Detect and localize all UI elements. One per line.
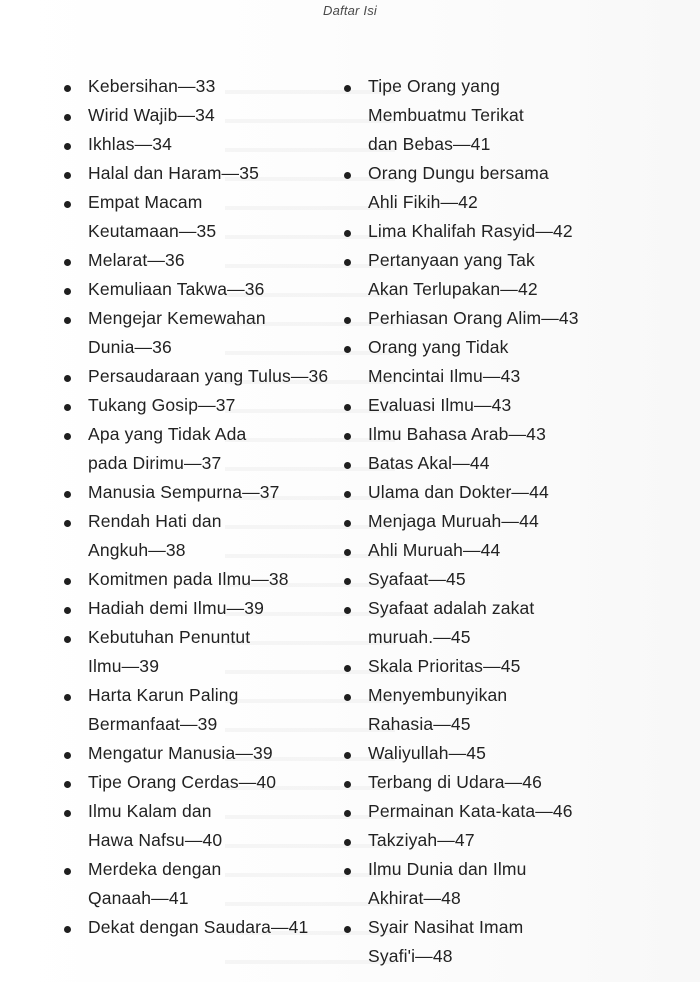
toc-entry-text: Batas Akal—44 [368,453,490,473]
toc-entry [64,72,338,101]
toc-entry-text: Wirid Wajib—34 [88,105,215,125]
toc-entry-text: Mengatur Manusia—39 [88,743,273,763]
bullet-icon [344,462,351,469]
toc-entry [344,246,558,304]
bullet-icon [344,85,351,92]
toc-entry [64,913,338,942]
toc-entry [64,304,288,362]
toc-entry-text: Merdeka dengan Qanaah—41 [88,859,222,908]
toc-entry-text: Mengejar Kemewahan Dunia—36 [88,308,266,357]
toc-entry-text: Ahli Muruah—44 [368,540,501,560]
toc-entry-text: Empat Macam Keutamaan—35 [88,192,217,241]
toc-entry [64,623,278,681]
toc-entry [344,681,528,739]
bullet-icon [64,114,71,121]
bullet-icon [344,346,351,353]
bullet-icon [64,810,71,817]
toc-entry [344,333,558,391]
toc-entry-text: Harta Karun Paling Bermanfaat—39 [88,685,239,734]
toc-entry-text: Persaudaraan yang Tulus—36 [88,366,329,386]
toc-entry-text: Dekat dengan Saudara—41 [88,917,309,937]
toc-entry-text: Kemuliaan Takwa—36 [88,279,265,299]
toc-entry [344,797,618,826]
bullet-icon [344,578,351,585]
toc-entry-text: Lima Khalifah Rasyid—42 [368,221,573,241]
toc-entry-text: Hadiah demi Ilmu—39 [88,598,264,618]
toc-entry-text: Melarat—36 [88,250,185,270]
toc-entry-text: Syafaat—45 [368,569,466,589]
toc-entry [344,159,558,217]
bullet-icon [64,85,71,92]
toc-entry [344,217,618,246]
bullet-icon [64,926,71,933]
bullet-icon [344,259,351,266]
toc-entry-text: Menyembunyikan Rahasia—45 [368,685,508,734]
toc-entry [344,536,618,565]
toc-entry-text: Tipe Orang Cerdas—40 [88,772,277,792]
toc-entry-text: Terbang di Udara—46 [368,772,543,792]
toc-entry [64,797,248,855]
toc-entry-text: Evaluasi Ilmu—43 [368,395,512,415]
toc-entry [64,159,338,188]
bullet-icon [64,404,71,411]
toc-entry [344,826,618,855]
toc-entry [64,478,338,507]
toc-entry-text: Ilmu Kalam dan Hawa Nafsu—40 [88,801,223,850]
bullet-icon [64,636,71,643]
toc-entry [64,768,338,797]
toc-entry [64,246,338,275]
toc-entry-text: Menjaga Muruah—44 [368,511,539,531]
toc-entry-text: Rendah Hati dan Angkuh—38 [88,511,222,560]
toc-entry [64,855,248,913]
toc-entry [64,739,338,768]
bullet-icon [344,491,351,498]
toc-entry-text: Syafaat adalah zakat muruah.—45 [368,598,535,647]
bullet-icon [64,868,71,875]
bullet-icon [64,201,71,208]
toc-entry-text: Kebutuhan Penuntut Ilmu—39 [88,627,251,676]
toc-entry [64,101,338,130]
toc-entry-text: Orang Dungu bersama Ahli Fikih—42 [368,163,549,212]
toc-entry-text: Ikhlas—34 [88,134,173,154]
bullet-icon [344,839,351,846]
toc-entry [344,768,618,797]
toc-entry [344,855,568,913]
bullet-icon [64,752,71,759]
bullet-icon [64,578,71,585]
bullet-icon [64,259,71,266]
toc-entry [64,188,248,246]
toc-entry [344,739,618,768]
toc-entry-text: Waliyullah—45 [368,743,487,763]
toc-entry-text: Pertanyaan yang Tak Akan Terlupakan—42 [368,250,538,299]
toc-entry-text: Ulama dan Dokter—44 [368,482,549,502]
toc-entry [64,565,338,594]
toc-entry-text: Orang yang Tidak Mencintai Ilmu—43 [368,337,521,386]
toc-entry [344,449,618,478]
toc-entry-text: Perhiasan Orang Alim—43 [368,308,579,328]
toc-entry-text: Halal dan Haram—35 [88,163,259,183]
bullet-icon [344,404,351,411]
bullet-icon [344,752,351,759]
toc-entry [344,478,618,507]
toc-entry-text: Ilmu Bahasa Arab—43 [368,424,546,444]
toc-entry [344,391,618,420]
bullet-icon [64,520,71,527]
bullet-icon [344,781,351,788]
toc-entry [64,594,338,623]
bullet-icon [344,607,351,614]
bullet-icon [344,520,351,527]
bullet-icon [64,781,71,788]
bullet-icon [344,926,351,933]
toc-entry [344,507,618,536]
toc-right-column [344,72,629,971]
bullet-icon [64,143,71,150]
bullet-icon [344,172,351,179]
bullet-icon [64,172,71,179]
toc-entry [64,391,338,420]
bullet-icon [64,433,71,440]
toc-entry-text: Permainan Kata-kata—46 [368,801,573,821]
toc-entry [344,565,618,594]
toc-entry-text: Kebersihan—33 [88,76,216,96]
bullet-icon [64,375,71,382]
toc-entry-text: Ilmu Dunia dan Ilmu Akhirat—48 [368,859,527,908]
toc-entry [64,420,248,478]
bullet-icon [344,665,351,672]
toc-entry [344,420,618,449]
toc-entry-text: Apa yang Tidak Ada pada Dirimu—37 [88,424,247,473]
toc-entry-text: Manusia Sempurna—37 [88,482,280,502]
bullet-icon [64,288,71,295]
toc-entry [344,913,568,971]
toc-entry [64,130,338,159]
bullet-icon [344,810,351,817]
bullet-icon [344,549,351,556]
toc-left-column [64,72,336,942]
toc-entry [64,681,278,739]
bullet-icon [64,694,71,701]
bullet-icon [64,317,71,324]
bullet-icon [344,317,351,324]
toc-entry [344,72,558,159]
toc-entry [344,652,618,681]
bullet-icon [64,491,71,498]
toc-entry [344,304,618,333]
bullet-icon [344,868,351,875]
toc-entry [64,275,338,304]
toc-entry-text: Syair Nasihat Imam Syafi'i—48 [368,917,524,966]
toc-entry-text: Tipe Orang yang Membuatmu Terikat dan Bebas—41 [368,76,524,154]
toc-entry-text: Komitmen pada Ilmu—38 [88,569,289,589]
page-header: Daftar Isi [322,3,377,18]
toc-entry [64,507,248,565]
bullet-icon [344,694,351,701]
bullet-icon [344,230,351,237]
bullet-icon [64,607,71,614]
toc-entry-text: Tukang Gosip—37 [88,395,236,415]
bullet-icon [344,433,351,440]
toc-entry [64,362,338,391]
toc-entry [344,594,568,652]
toc-entry-text: Skala Prioritas—45 [368,656,521,676]
toc-entry-text: Takziyah—47 [368,830,475,850]
